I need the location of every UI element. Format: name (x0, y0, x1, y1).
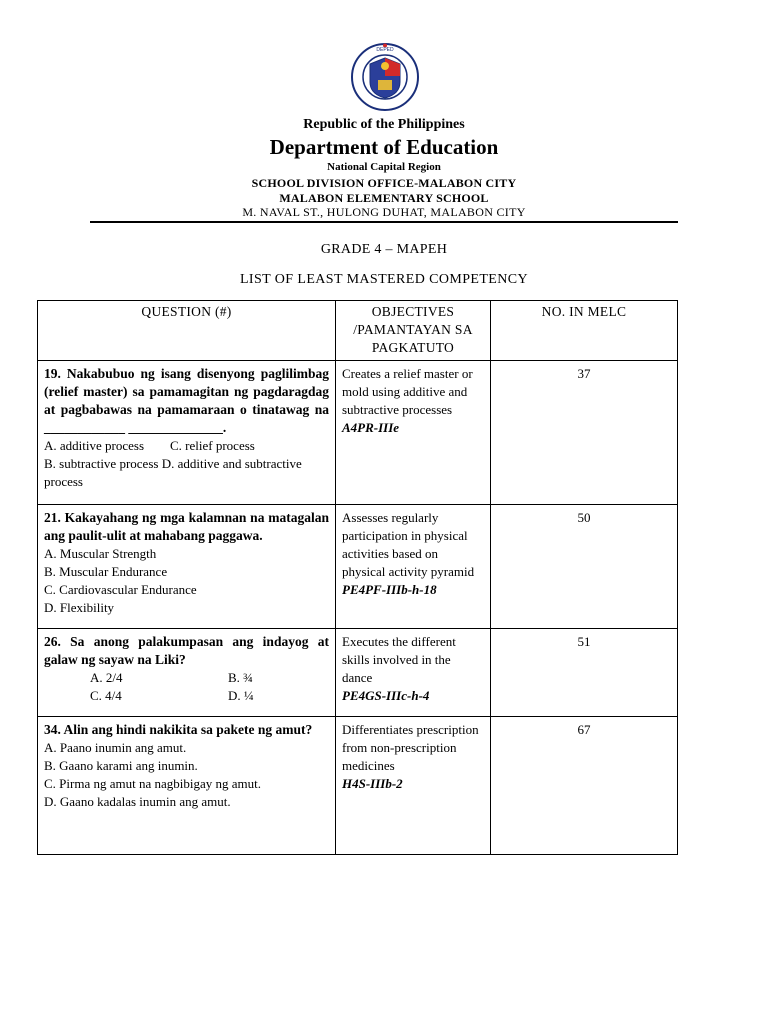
competency-table (37, 300, 678, 855)
option: C. Cardiovascular Endurance (44, 582, 197, 597)
region-line: National Capital Region (327, 161, 441, 173)
deped-seal-logo (350, 42, 420, 112)
competency-code: PE4PF-IIIb-h-18 (342, 582, 437, 597)
option-row (44, 669, 329, 687)
objective-text: Assesses regularly participation in physical activities based on physical activity pyramid (342, 510, 475, 579)
division-line: SCHOOL DIVISION OFFICE-MALABON CITY (251, 176, 517, 190)
option: B. ¾ (228, 670, 253, 685)
option: A. Muscular Strength (44, 546, 157, 561)
objective-cell (336, 505, 491, 629)
option: B. subtractive process D. additive and subtractive process (44, 456, 302, 489)
grade-title: GRADE 4 – MAPEH (320, 242, 448, 257)
department-title: Department of Education (269, 135, 499, 159)
option: A. 2/4 (90, 670, 123, 685)
objective-cell (336, 717, 491, 855)
melc-number: 51 (491, 629, 678, 717)
header-divider (90, 221, 678, 223)
table-header-row (38, 301, 678, 361)
option: D. Flexibility (44, 600, 115, 615)
option: B. Gaano karami ang inumin. (44, 758, 198, 773)
melc-number: 37 (491, 361, 678, 505)
option: C. Pirma ng amut na nagbibigay ng amut. (44, 776, 261, 791)
question-text: 26. Sa anong palakumpasan ang indayog at galaw ng sayaw na Liki? (44, 634, 329, 667)
table-row (38, 361, 678, 505)
question-cell (38, 629, 336, 717)
objective-text: Executes the different skills involved in the dance (342, 634, 456, 685)
question-cell (38, 361, 336, 505)
question-cell (38, 505, 336, 629)
table-row (38, 505, 678, 629)
address-line: M. NAVAL ST., HULONG DUHAT, MALABON CITY (242, 205, 526, 219)
table-row (38, 629, 678, 717)
option: C. 4/4 (90, 688, 122, 703)
option-row (44, 687, 329, 705)
question-text: 19. Nakabubuo ng isang disenyong paglilimbag (relief master) sa pamamagitan ng pagdaragdag at pagbabawas na pamamaraan o tinatawag na ____________ ______________. (44, 366, 329, 435)
school-line: MALABON ELEMENTARY SCHOOL (279, 191, 489, 205)
question-text: 21. Kakayahang ng mga kalamnan na matagalan ang paulit-ulit at mahabang paggawa. (44, 510, 329, 543)
svg-text:DEPED: DEPED (376, 47, 394, 53)
question-cell (38, 717, 336, 855)
objective-text: Differentiates prescription from non-prescription medicines (342, 722, 479, 773)
melc-number: 50 (491, 505, 678, 629)
header-question: QUESTION (#) (38, 301, 336, 361)
objective-cell (336, 629, 491, 717)
option: D. ¼ (228, 688, 254, 703)
melc-number: 67 (491, 717, 678, 855)
republic-line: Republic of the Philippines (303, 117, 465, 132)
option: B. Muscular Endurance (44, 564, 168, 579)
option: A. additive process C. relief process (44, 438, 255, 453)
objective-cell (336, 361, 491, 505)
competency-code: A4PR-IIIe (342, 420, 400, 435)
competency-code: PE4GS-IIIc-h-4 (342, 688, 430, 703)
table-row (38, 717, 678, 855)
objective-text: Creates a relief master or mold using additive and subtractive processes (342, 366, 473, 417)
list-title: LIST OF LEAST MASTERED COMPETENCY (239, 272, 529, 287)
option: D. Gaano kadalas inumin ang amut. (44, 794, 231, 809)
header-melc: NO. IN MELC (491, 301, 678, 361)
header-objectives: OBJECTIVES /PAMANTAYAN SA PAGKATUTO (336, 301, 491, 361)
competency-code: H4S-IIIb-2 (342, 776, 403, 791)
question-text: 34. Alin ang hindi nakikita sa pakete ng amut? (44, 722, 313, 737)
option: A. Paano inumin ang amut. (44, 740, 187, 755)
